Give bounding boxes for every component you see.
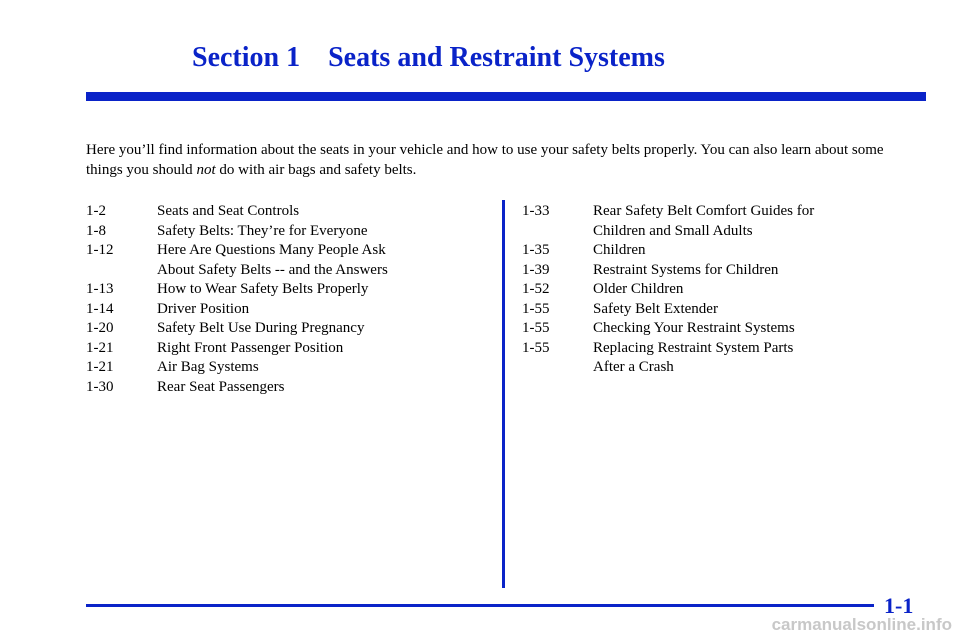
toc-entry-title: Restraint Systems for Children: [593, 261, 779, 278]
toc-entry[interactable]: [86, 339, 486, 359]
toc-entry[interactable]: [522, 241, 922, 261]
toc-entry-title: Air Bag Systems: [157, 359, 259, 375]
toc-entry[interactable]: [86, 202, 486, 222]
toc-page-number: 1-35: [522, 242, 550, 258]
toc-entry[interactable]: [522, 300, 922, 320]
watermark: carmanualsonline.info: [771, 615, 952, 634]
toc-entry-title: Here Are Questions Many People Ask About Safety Belts -- and the Answers: [157, 242, 388, 278]
footer-rule: [86, 604, 874, 607]
toc-entry[interactable]: [86, 378, 486, 398]
toc-entry-title: Rear Seat Passengers: [157, 378, 285, 395]
intro-text-end: do with air bags and safety belts.: [215, 162, 417, 178]
toc-entry-title: Rear Safety Belt Comfort Guides for Children and Small Adults: [593, 203, 815, 239]
toc-page-number: 1-13: [86, 281, 114, 297]
toc-entry-title: Driver Position: [157, 300, 250, 317]
toc-entry-title: Safety Belts: They’re for Everyone: [157, 222, 368, 239]
toc-entry-title: Safety Belt Use During Pregnancy: [157, 320, 365, 336]
title-rule: [86, 92, 926, 101]
toc-entry-title: Safety Belt Extender: [593, 300, 718, 317]
toc-entry[interactable]: [86, 358, 486, 378]
intro-emphasis: not: [196, 162, 216, 178]
toc-entry[interactable]: [86, 300, 486, 320]
section-title: Section 1 Seats and Restraint Systems: [192, 42, 665, 73]
toc-page-number: 1-55: [522, 300, 550, 317]
toc-entry[interactable]: [522, 202, 922, 241]
toc-page-number: 1-21: [86, 359, 114, 375]
toc-page-number: 1-52: [522, 281, 550, 297]
toc-entry[interactable]: [86, 241, 486, 280]
toc-entry-title: Seats and Seat Controls: [157, 203, 300, 219]
toc-page-number: 1-2: [86, 203, 106, 219]
toc-entry[interactable]: [522, 261, 922, 281]
toc-entry-title: Older Children: [593, 281, 684, 297]
toc-page-number: 1-21: [86, 339, 114, 356]
toc-entry-title: Replacing Restraint System Parts After a Crash: [593, 339, 794, 375]
toc-page-number: 1-20: [86, 320, 114, 336]
toc-entry[interactable]: [86, 222, 486, 242]
toc-left-column: [86, 202, 486, 397]
toc-page-number: 1-55: [522, 320, 550, 336]
toc-entry-title: Right Front Passenger Position: [157, 339, 344, 356]
toc-page-number: 1-33: [522, 203, 550, 219]
intro-text-start: Here you’ll find information about the seats in your vehicle and how to use your safety belts properly. You can also learn about some things you should: [86, 142, 884, 178]
toc-page-number: 1-14: [86, 300, 114, 317]
toc-entry[interactable]: [86, 280, 486, 300]
toc-entry[interactable]: [522, 280, 922, 300]
toc-page-number: 1-55: [522, 339, 550, 356]
toc-page-number: 1-30: [86, 378, 114, 395]
page-number: 1-1: [884, 593, 914, 618]
toc-entry-title: How to Wear Safety Belts Properly: [157, 281, 369, 297]
toc-entry-title: Checking Your Restraint Systems: [593, 320, 795, 336]
intro-paragraph: [86, 140, 916, 180]
toc-page-number: 1-12: [86, 242, 114, 258]
toc-entry-title: Children: [593, 242, 646, 258]
toc-page-number: 1-39: [522, 261, 550, 278]
toc-page-number: 1-8: [86, 222, 106, 239]
toc-entry[interactable]: [522, 339, 922, 378]
toc-right-column: [522, 202, 922, 378]
column-divider: [502, 200, 505, 588]
toc-entry[interactable]: [522, 319, 922, 339]
toc-entry[interactable]: [86, 319, 486, 339]
